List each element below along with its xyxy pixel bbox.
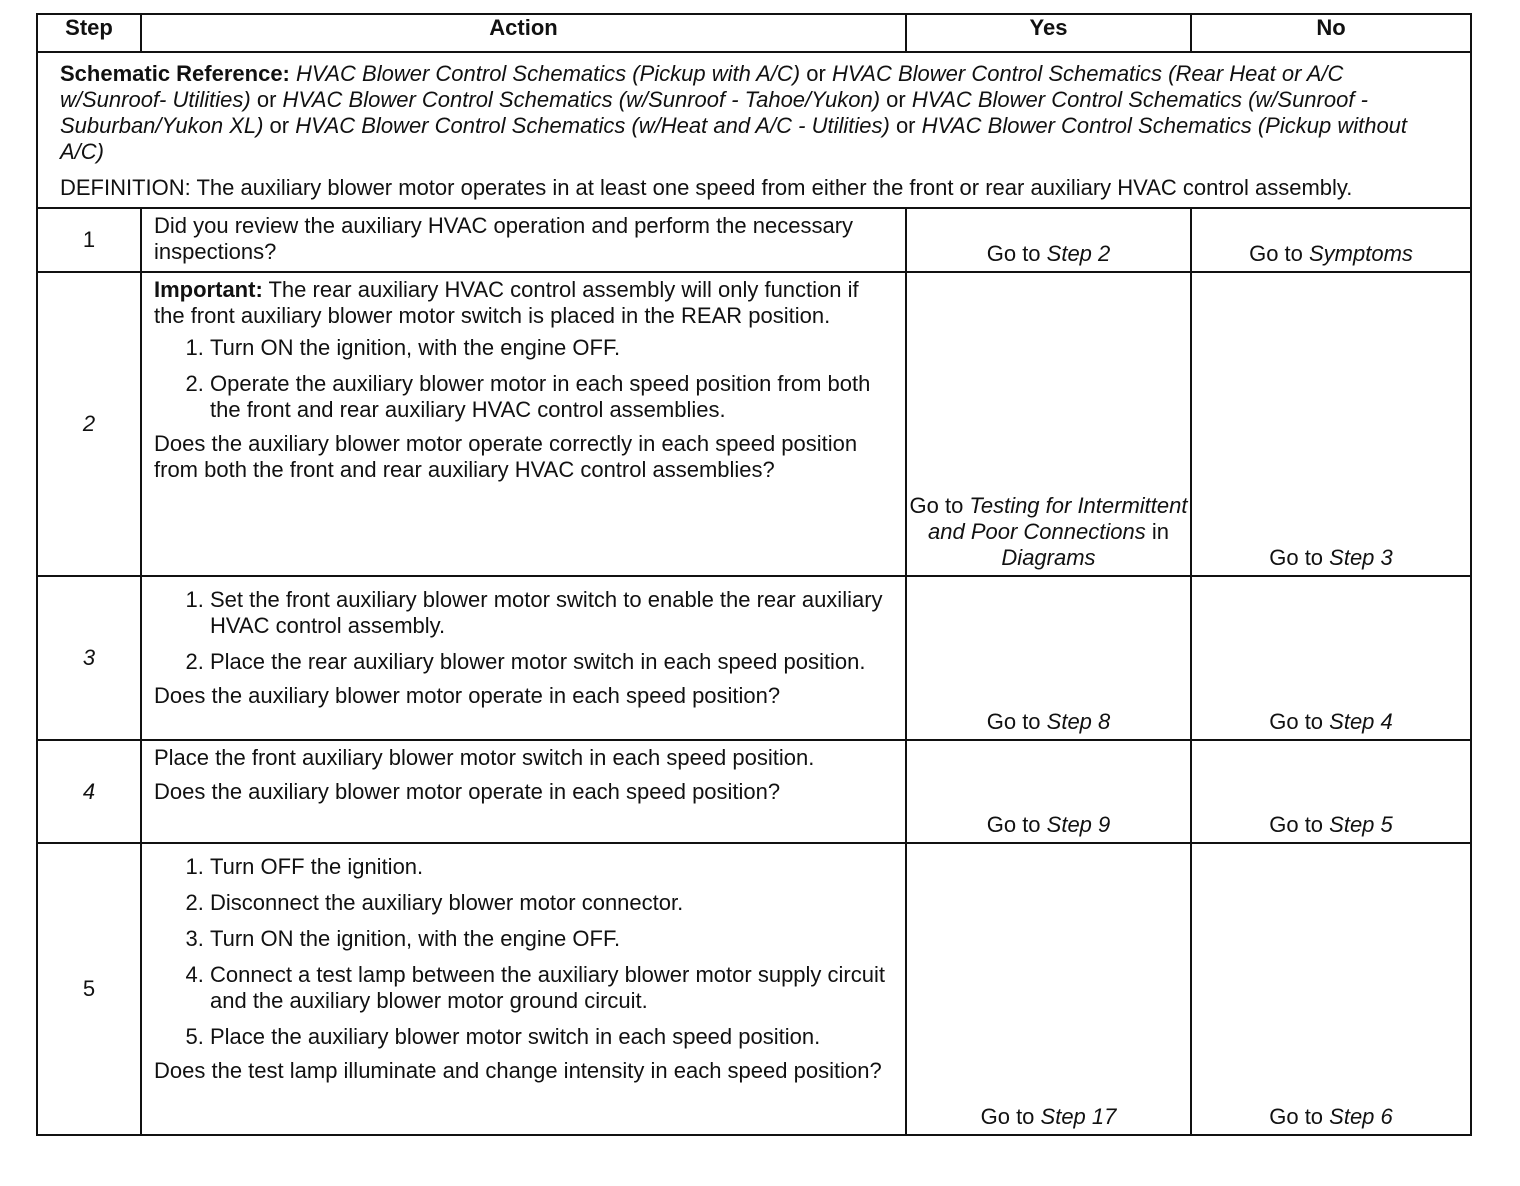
action-text: [154, 431, 891, 483]
no-text: Go to: [1269, 812, 1330, 837]
reference-text: or: [889, 113, 922, 138]
procedure-step: 1. Turn ON the ignition, with the engine OFF.: [210, 335, 891, 361]
procedure-step: 1. Set the front auxiliary blower motor switch to enable the rear auxiliary HVAC control assembly.: [210, 587, 891, 639]
reference-label: Schematic Reference:: [60, 61, 290, 86]
reference-link: HVAC Blower Control Schematics (w/Heat and A/C - Utilities): [295, 113, 890, 138]
yes-link: Diagrams: [1001, 545, 1096, 570]
reference-text: or: [800, 61, 832, 86]
procedure-list: [154, 854, 891, 1050]
action-text: [154, 1058, 891, 1084]
reference-text: or: [250, 87, 283, 112]
no-link: Step 3: [1329, 545, 1393, 570]
header-row: [37, 14, 1471, 52]
header-yes: Yes: [906, 14, 1191, 52]
no-link: Step 6: [1329, 1104, 1393, 1129]
schematic-reference: [37, 52, 1471, 208]
action-sentence: Does the test lamp illuminate and change intensity in each speed position?: [154, 1058, 882, 1083]
no-result: [1191, 208, 1471, 272]
action-text: [154, 213, 891, 265]
step-action: [141, 576, 906, 740]
no-link: Symptoms: [1309, 241, 1413, 266]
step-action: [141, 208, 906, 272]
yes-result: [906, 843, 1191, 1135]
diagnostic-table: [36, 13, 1472, 1136]
yes-link: Step 9: [1046, 812, 1111, 837]
yes-text: Go to: [986, 812, 1047, 837]
action-sentence: Does the auxiliary blower motor operate in each speed position?: [154, 779, 781, 804]
yes-result: [906, 740, 1191, 843]
no-result: [1191, 576, 1471, 740]
step-action: [141, 843, 906, 1135]
no-link: Step 5: [1329, 812, 1393, 837]
action-sentence: The rear auxiliary HVAC control assembly will only function if the front auxiliary blower motor switch is placed in the REAR position.: [154, 277, 859, 328]
header-no: No: [1191, 14, 1471, 52]
reference-link: HVAC Blower Control Schematics (Rear Heat or A/C w/Sunroof- Utilities): [60, 61, 1344, 112]
reference-text: or: [880, 87, 912, 112]
important-label: Important:: [154, 277, 263, 302]
procedure-step: 2. Disconnect the auxiliary blower motor connector.: [210, 890, 891, 916]
reference-link: HVAC Blower Control Schematics (Pickup without A/C): [60, 113, 1408, 164]
no-link: Step 4: [1329, 709, 1393, 734]
step-row-5: [37, 843, 1471, 1135]
action-text: [154, 683, 891, 709]
procedure-step: 5. Place the auxiliary blower motor switch in each speed position.: [210, 1024, 891, 1050]
procedure-step: 2. Operate the auxiliary blower motor in each speed position from both the front and rear auxiliary HVAC control assemblies.: [210, 371, 891, 423]
no-text: Go to: [1269, 709, 1330, 734]
action-text: [154, 277, 891, 329]
step-action: [141, 740, 906, 843]
step-number: 2: [37, 272, 141, 576]
no-result: [1191, 843, 1471, 1135]
definition-text: DEFINITION: The auxiliary blower motor operates in at least one speed from either the front or rear auxiliary HVAC control assembly.: [60, 175, 1353, 200]
procedure-step: 4. Connect a test lamp between the auxiliary blower motor supply circuit and the auxiliary blower motor ground circuit.: [210, 962, 891, 1014]
yes-result: [906, 208, 1191, 272]
procedure-step: 1. Turn OFF the ignition.: [210, 854, 891, 880]
yes-text: Go to: [986, 241, 1047, 266]
reference-link: HVAC Blower Control Schematics (w/Sunroof - Tahoe/Yukon): [282, 87, 881, 112]
action-sentence: Does the auxiliary blower motor operate in each speed position?: [154, 683, 781, 708]
no-result: [1191, 272, 1471, 576]
action-sentence: Did you review the auxiliary HVAC operation and perform the necessary inspections?: [154, 213, 854, 264]
yes-result: [906, 576, 1191, 740]
yes-text: Go to: [980, 1104, 1041, 1129]
reference-link: HVAC Blower Control Schematics (w/Sunroof - Suburban/Yukon XL): [60, 87, 1368, 138]
action-sentence: Does the auxiliary blower motor operate correctly in each speed position from both the front and rear auxiliary HVAC control assemblies?: [154, 431, 858, 482]
reference-paragraph: [60, 61, 1450, 165]
no-text: Go to: [1269, 1104, 1330, 1129]
header-action: Action: [141, 14, 906, 52]
step-row-2: [37, 272, 1471, 576]
procedure-list: [154, 335, 891, 423]
yes-text: Go to: [986, 709, 1047, 734]
yes-text: in: [1145, 519, 1169, 544]
step-number: 1: [37, 208, 141, 272]
step-row-3: [37, 576, 1471, 740]
action-text: [154, 745, 891, 771]
no-result: [1191, 740, 1471, 843]
action-text: [154, 779, 891, 805]
yes-result: [906, 272, 1191, 576]
action-sentence: Place the front auxiliary blower motor switch in each speed position.: [154, 745, 815, 770]
procedure-step: 2. Place the rear auxiliary blower motor switch in each speed position.: [210, 649, 891, 675]
procedure-step: 3. Turn ON the ignition, with the engine OFF.: [210, 926, 891, 952]
yes-link: Step 2: [1046, 241, 1111, 266]
step-number: 3: [37, 576, 141, 740]
step-number: 5: [37, 843, 141, 1135]
reference-link: HVAC Blower Control Schematics (Pickup with A/C): [296, 61, 801, 86]
step-number: 4: [37, 740, 141, 843]
header-step: Step: [37, 14, 141, 52]
procedure-list: [154, 587, 891, 675]
reference-text: or: [263, 113, 296, 138]
no-text: Go to: [1269, 545, 1330, 570]
step-action: [141, 272, 906, 576]
step-row-1: [37, 208, 1471, 272]
yes-link: Step 17: [1040, 1104, 1117, 1129]
reference-row: [37, 52, 1471, 208]
yes-text: Go to: [909, 493, 970, 518]
step-row-4: [37, 740, 1471, 843]
yes-link: Testing for Intermittent and Poor Connections: [928, 493, 1188, 544]
no-text: Go to: [1249, 241, 1309, 266]
yes-link: Step 8: [1046, 709, 1111, 734]
